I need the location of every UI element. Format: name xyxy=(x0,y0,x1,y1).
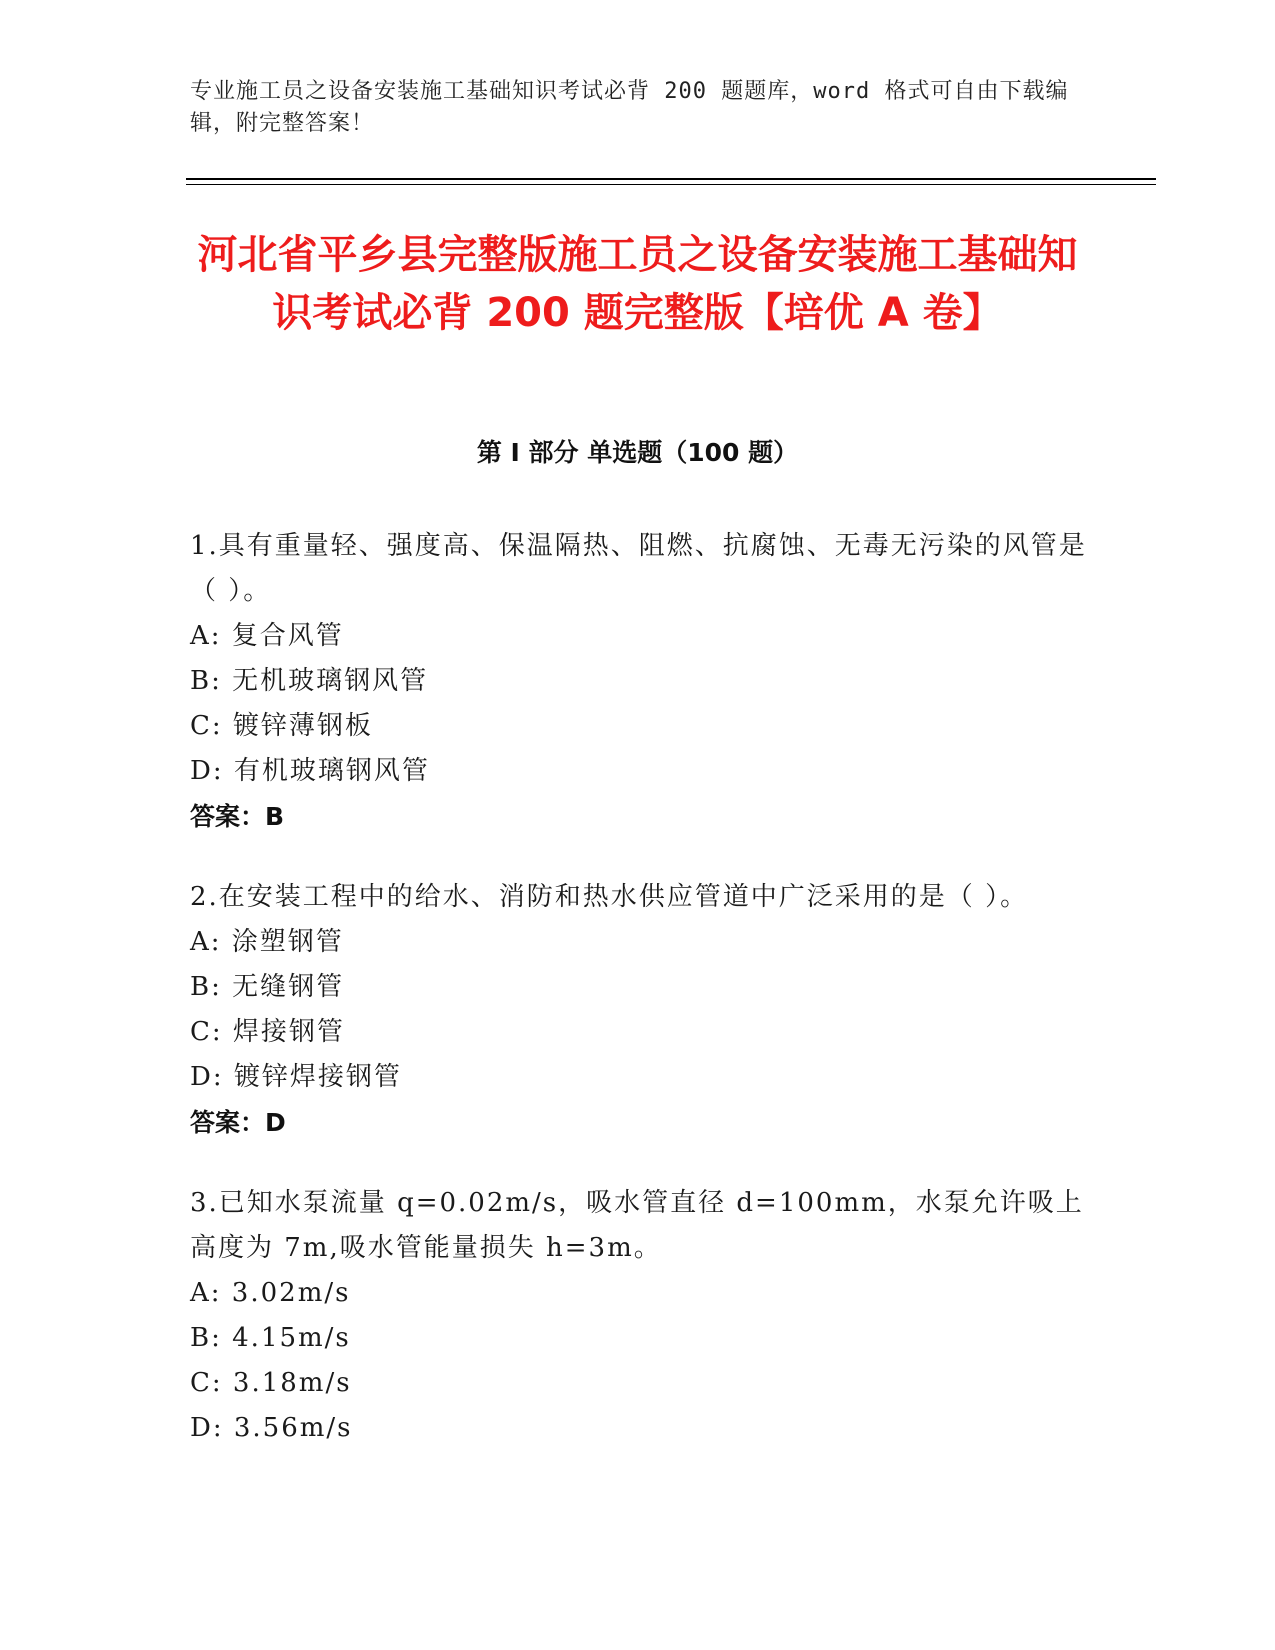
question-stem: 1.具有重量轻、强度高、保温隔热、阻燃、抗腐蚀、无毒无污染的风管是（ ）。 xyxy=(190,531,1087,606)
option-b: B: 4.15m/s xyxy=(190,1323,351,1353)
answer-label: 答案：B xyxy=(190,802,285,831)
option-a: A: 复合风管 xyxy=(190,621,344,651)
header-divider-thick xyxy=(186,178,1156,180)
option-d: D: 有机玻璃钢风管 xyxy=(190,756,430,786)
option-b: B: 无机玻璃钢风管 xyxy=(190,666,429,696)
section-title: 第 I 部分 单选题（100 题） xyxy=(476,438,799,467)
question-stem: 3.已知水泵流量 q=0.02m/s，吸水管直径 d=100mm，水泵允许吸上高度为 7m,吸水管能量损失 h=3m。 xyxy=(190,1188,1084,1263)
header-divider-thin xyxy=(186,184,1156,185)
option-c: C: 3.18m/s xyxy=(190,1368,352,1398)
option-b: B: 无缝钢管 xyxy=(190,972,345,1002)
option-d: D: 3.56m/s xyxy=(190,1413,353,1443)
document-title: 河北省平乡县完整版施工员之设备安装施工基础知识考试必背 200 题完整版【培优 A 卷】 xyxy=(197,232,1078,336)
question-item-3 xyxy=(190,1181,1090,1451)
option-c: C: 镀锌薄钢板 xyxy=(190,711,373,741)
option-a: A: 3.02m/s xyxy=(190,1278,351,1308)
question-stem: 2.在安装工程中的给水、消防和热水供应管道中广泛采用的是（ ）。 xyxy=(190,882,1029,912)
option-c: C: 焊接钢管 xyxy=(190,1017,345,1047)
document-header-note: 专业施工员之设备安装施工基础知识考试必背 200 题题库，word 格式可自由下载编辑，附完整答案！ xyxy=(190,79,1069,136)
question-item-2 xyxy=(190,875,1090,1145)
option-a: A: 涂塑钢管 xyxy=(190,927,344,957)
answer-label: 答案：D xyxy=(190,1108,286,1137)
option-d: D: 镀锌焊接钢管 xyxy=(190,1062,402,1092)
question-list xyxy=(190,524,1090,1487)
question-item-1 xyxy=(190,524,1090,839)
